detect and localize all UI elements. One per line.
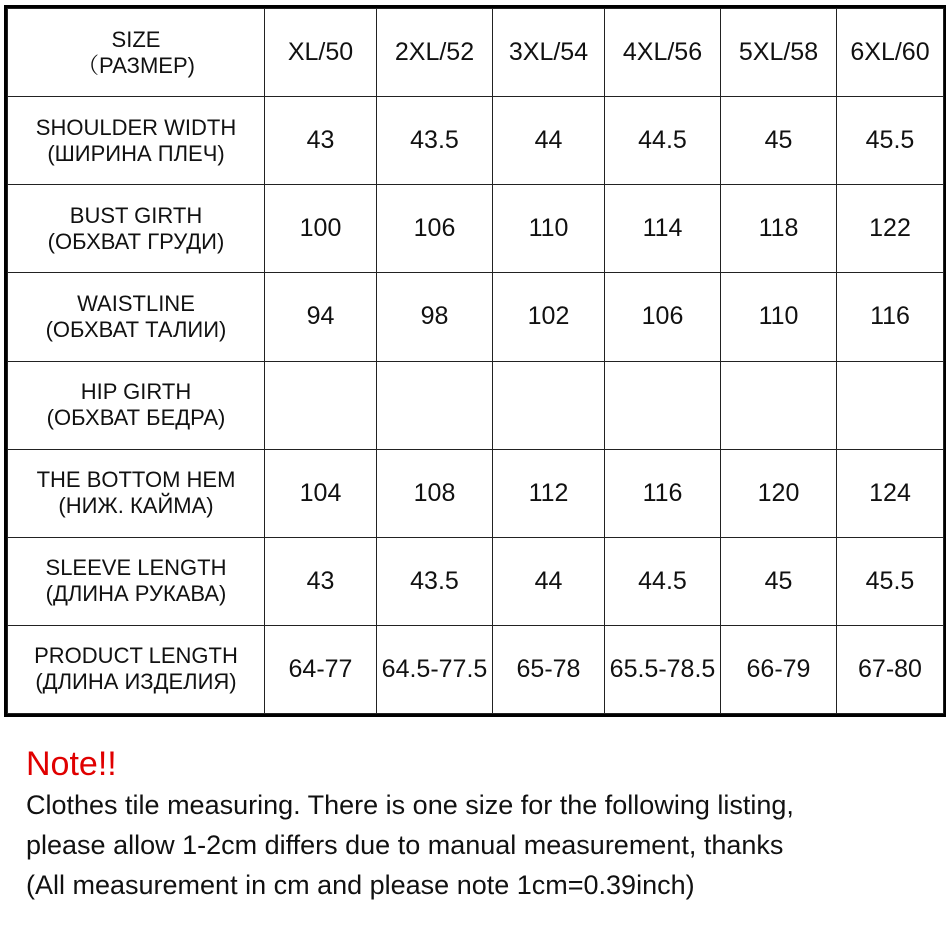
size-header-en: SIZE — [111, 26, 161, 52]
measurement-cell: 122 — [837, 185, 944, 273]
row-label-en: THE BOTTOM HEM — [36, 467, 236, 493]
measurement-cell: 43.5 — [377, 537, 493, 625]
row-label-en: SHOULDER WIDTH — [35, 114, 237, 140]
table-row — [8, 97, 944, 185]
measurement-cell: 116 — [605, 449, 721, 537]
row-label-en: BUST GIRTH — [69, 202, 203, 228]
measurement-cell: 66-79 — [721, 625, 837, 713]
row-label-cell — [8, 537, 265, 625]
size-col-header: 2XL/52 — [377, 9, 493, 97]
note-line: Clothes tile measuring. There is one size for the following listing, — [26, 790, 794, 820]
table-row — [8, 273, 944, 361]
table-row — [8, 185, 944, 273]
measurement-cell: 100 — [265, 185, 377, 273]
header-row — [8, 9, 944, 97]
measurement-cell — [721, 361, 837, 449]
measurement-cell: 116 — [837, 273, 944, 361]
row-label-ru: (ДЛИНА РУКАВА) — [45, 581, 227, 607]
row-label-en: PRODUCT LENGTH — [34, 643, 238, 669]
row-label-en: HIP GIRTH — [80, 379, 192, 405]
table-row — [8, 361, 944, 449]
row-label-ru: (ОБХВАТ ГРУДИ) — [47, 228, 225, 254]
measurement-cell: 45.5 — [837, 537, 944, 625]
table-row — [8, 625, 944, 713]
measurement-cell: 106 — [377, 185, 493, 273]
measurement-cell: 44.5 — [605, 97, 721, 185]
measurement-cell: 65-78 — [493, 625, 605, 713]
measurement-cell: 43.5 — [377, 97, 493, 185]
row-label-en: WAISTLINE — [77, 290, 195, 316]
measurement-cell: 64-77 — [265, 625, 377, 713]
size-chart — [4, 5, 946, 717]
measurement-cell — [377, 361, 493, 449]
size-header-ru: （РАЗМЕР) — [77, 52, 195, 78]
measurement-cell: 104 — [265, 449, 377, 537]
note-title: Note!! — [26, 745, 117, 783]
measurement-cell: 102 — [493, 273, 605, 361]
measurement-cell: 45 — [721, 537, 837, 625]
measurement-cell: 106 — [605, 273, 721, 361]
row-label-cell — [8, 185, 265, 273]
row-label-cell — [8, 361, 265, 449]
measurement-cell: 65.5-78.5 — [605, 625, 721, 713]
measurement-cell: 44.5 — [605, 537, 721, 625]
note-line: please allow 1-2cm differs due to manual measurement, thanks — [26, 830, 784, 860]
row-label-cell — [8, 273, 265, 361]
note-line: (All measurement in cm and please note 1cm=0.39inch) — [26, 870, 695, 900]
size-table — [7, 8, 944, 714]
measurement-cell: 45.5 — [837, 97, 944, 185]
measurement-cell: 45 — [721, 97, 837, 185]
size-col-header: 5XL/58 — [721, 9, 837, 97]
row-label-cell — [8, 449, 265, 537]
size-col-header: 3XL/54 — [493, 9, 605, 97]
measurement-cell: 124 — [837, 449, 944, 537]
row-label-ru: (ОБХВАТ БЕДРА) — [46, 405, 226, 431]
measurement-cell — [265, 361, 377, 449]
measurement-cell: 44 — [493, 537, 605, 625]
measurement-cell: 112 — [493, 449, 605, 537]
measurement-cell: 118 — [721, 185, 837, 273]
size-col-header: 6XL/60 — [837, 9, 944, 97]
row-label-cell — [8, 625, 265, 713]
measurement-cell: 44 — [493, 97, 605, 185]
row-label-ru: (НИЖ. КАЙМА) — [58, 493, 214, 519]
measurement-cell — [493, 361, 605, 449]
measurement-cell: 64.5-77.5 — [377, 625, 493, 713]
size-header-cell — [8, 9, 265, 97]
measurement-cell: 120 — [721, 449, 837, 537]
table-row — [8, 537, 944, 625]
size-col-header: XL/50 — [265, 9, 377, 97]
measurement-cell: 67-80 — [837, 625, 944, 713]
measurement-cell: 43 — [265, 97, 377, 185]
row-label-ru: (ДЛИНА ИЗДЕЛИЯ) — [35, 669, 237, 695]
measurement-cell — [605, 361, 721, 449]
size-col-header: 4XL/56 — [605, 9, 721, 97]
row-label-cell — [8, 97, 265, 185]
measurement-cell — [837, 361, 944, 449]
measurement-cell: 114 — [605, 185, 721, 273]
measurement-cell: 43 — [265, 537, 377, 625]
measurement-cell: 110 — [493, 185, 605, 273]
measurement-cell: 94 — [265, 273, 377, 361]
row-label-ru: (ОБХВАТ ТАЛИИ) — [45, 316, 227, 342]
row-label-en: SLEEVE LENGTH — [45, 555, 227, 581]
row-label-ru: (ШИРИНА ПЛЕЧ) — [47, 140, 225, 166]
measurement-cell: 110 — [721, 273, 837, 361]
measurement-cell: 98 — [377, 273, 493, 361]
measurement-cell: 108 — [377, 449, 493, 537]
table-row — [8, 449, 944, 537]
